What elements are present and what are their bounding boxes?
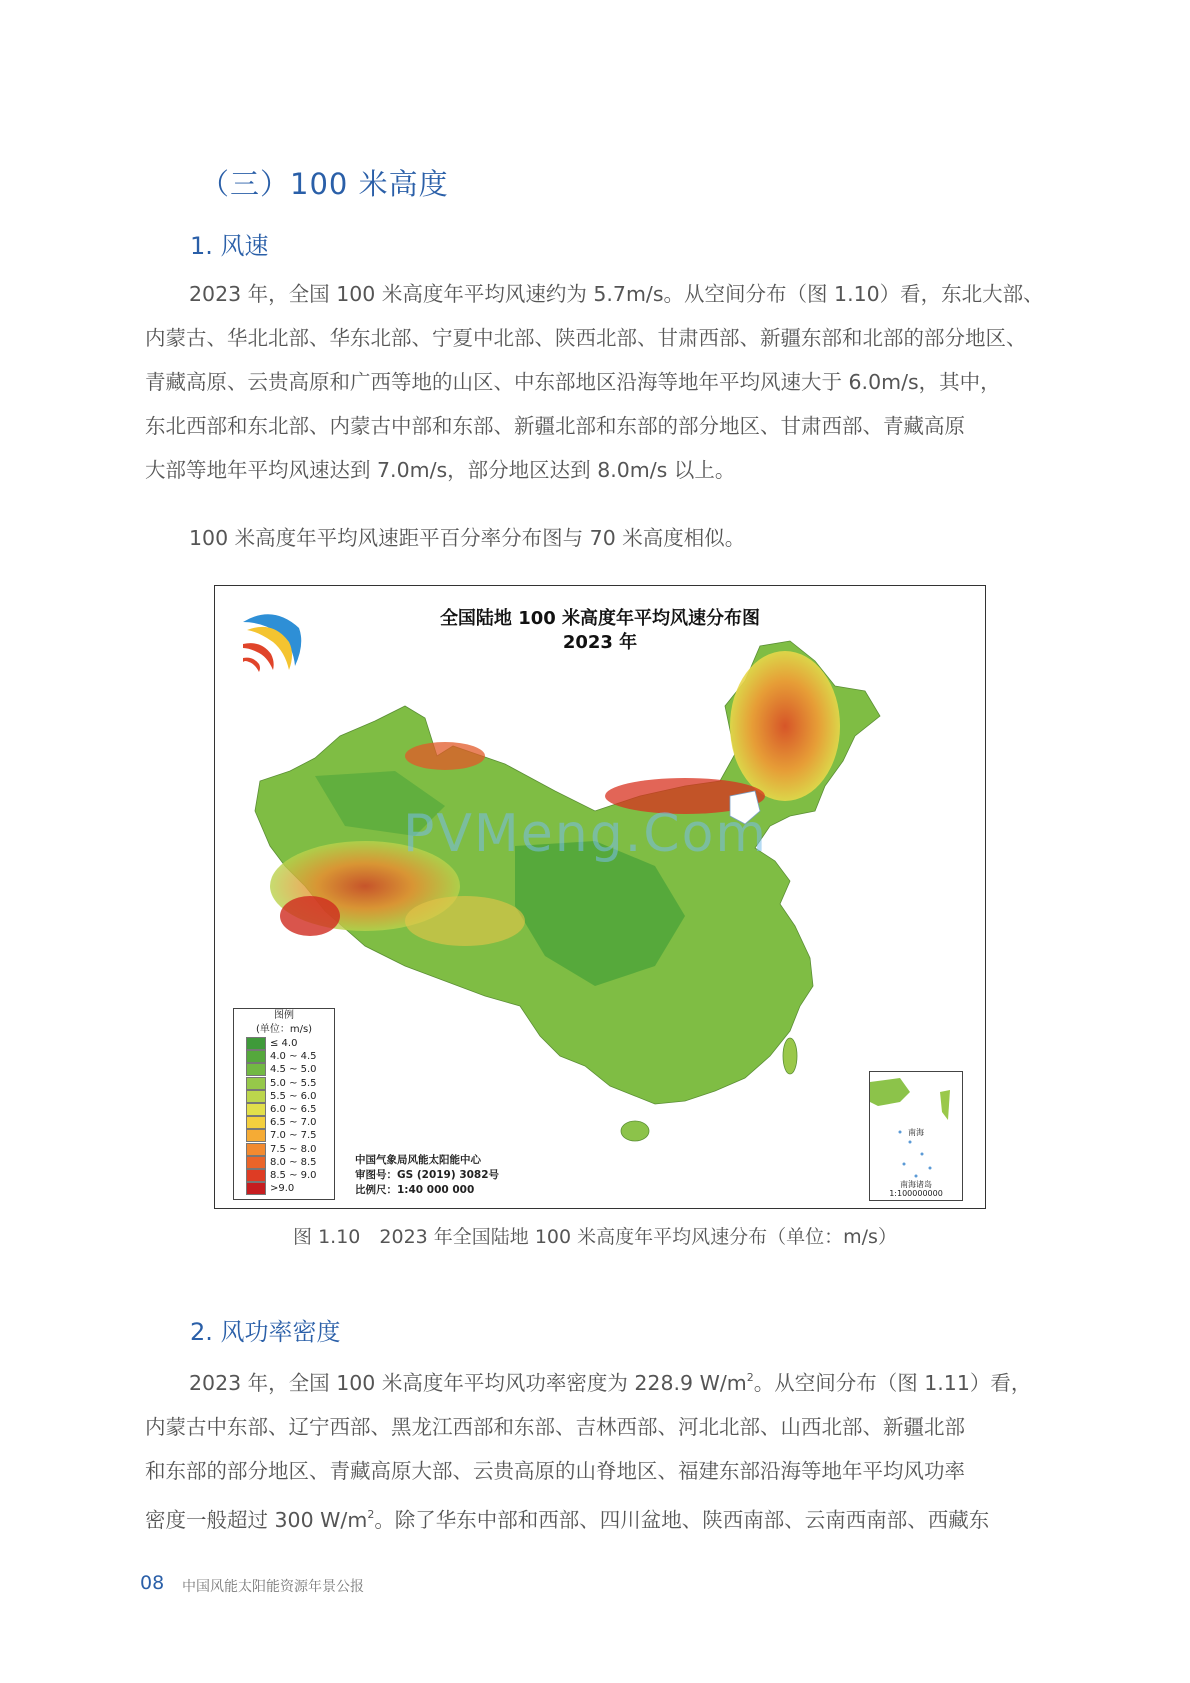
legend-item (234, 1182, 334, 1195)
hainan-island (621, 1121, 649, 1141)
map-legend (233, 1008, 335, 1200)
legend-swatch (246, 1050, 266, 1063)
paragraph-line: 100 米高度年平均风速距平百分率分布图与 70 米高度相似。 (189, 526, 746, 550)
subsection-title-wind-speed: 1. 风速 (190, 232, 269, 260)
paragraph-power-density (145, 1356, 1055, 1542)
legend-swatch (246, 1116, 266, 1129)
figure-wind-speed-map (214, 585, 986, 1209)
legend-swatch (246, 1090, 266, 1103)
legend-swatch (246, 1156, 266, 1169)
credit-scale: 比例尺：1:40 000 000 (355, 1184, 475, 1196)
paragraph-line: 内蒙古、华北北部、华东北部、宁夏中北部、陕西北部、甘肃西部、新疆东部和北部的部分地区、 (145, 326, 1027, 350)
south-china-sea-inset (869, 1071, 963, 1201)
legend-swatch (246, 1077, 266, 1090)
paragraph-anomaly (145, 516, 1055, 560)
paragraph-line: 密度一般超过 300 $W/m^2$。除了华东中部和西部、四川盆地、陕西南部、云南西南部、西藏东 (145, 1508, 990, 1532)
footer-title: 中国风能太阳能资源年景公报 (182, 1579, 364, 1595)
credit-approval: 审图号：GS (2019) 3082号 (355, 1169, 500, 1181)
map-credit (355, 1153, 499, 1198)
legend-label: 4.0 ~ 4.5 (270, 1051, 317, 1063)
legend-item (234, 1037, 334, 1050)
legend-label: 7.5 ~ 8.0 (270, 1143, 317, 1155)
legend-label: 6.0 ~ 6.5 (270, 1104, 317, 1116)
legend-swatch (246, 1129, 266, 1142)
legend-swatch (246, 1182, 266, 1195)
legend-label: 5.5 ~ 6.0 (270, 1090, 317, 1102)
legend-swatch (246, 1169, 266, 1182)
legend-item (234, 1103, 334, 1116)
paragraph-line: 东北西部和东北部、内蒙古中部和东部、新疆北部和东部的部分地区、甘肃西部、青藏高原 (145, 414, 965, 438)
legend-unit: (单位：m/s) (255, 1024, 313, 1035)
legend-label: 8.0 ~ 8.5 (270, 1156, 317, 1168)
legend-item (234, 1063, 334, 1076)
legend-item (234, 1129, 334, 1142)
watermark: PVMeng.Com (403, 804, 769, 864)
legend-item (234, 1077, 334, 1090)
legend-item (234, 1116, 334, 1129)
credit-org: 中国气象局风能太阳能中心 (355, 1154, 481, 1166)
legend-swatch (246, 1103, 266, 1116)
legend-label: 6.5 ~ 7.0 (270, 1117, 317, 1129)
map-year: 2023 年 (562, 632, 638, 653)
inset-label: 南海诸岛 (900, 1180, 932, 1189)
paragraph-line: 2023 年，全国 100 米高度年平均风功率密度为 228.9 $W/m^2$。从空间分布（图 1.11）看， (189, 1371, 1032, 1395)
legend-label: 5.0 ~ 5.5 (270, 1077, 317, 1089)
paragraph-line: 内蒙古中东部、辽宁西部、黑龙江西部和东部、吉林西部、河北北部、山西北部、新疆北部 (145, 1415, 965, 1439)
figure-caption: 图 1.10 2023 年全国陆地 100 米高度年平均风速分布（单位：m/s） (293, 1226, 897, 1248)
paragraph-line: 2023 年，全国 100 米高度年平均风速约为 5.7m/s。从空间分布（图 1.10）看，东北大部、 (189, 282, 1044, 306)
section-title: （三）100 米高度 (200, 167, 449, 201)
page-number: 08 (140, 1572, 165, 1594)
taiwan-island (783, 1038, 797, 1074)
legend-label: ≤ 4.0 (270, 1038, 298, 1050)
legend-swatch (246, 1143, 266, 1156)
legend-swatch (246, 1063, 266, 1076)
legend-item (234, 1143, 334, 1156)
paragraph-line: 大部等地年平均风速达到 7.0m/s，部分地区达到 8.0m/s 以上。 (145, 458, 736, 482)
legend-item (234, 1050, 334, 1063)
paragraph-wind-speed (145, 272, 1055, 492)
legend-swatch (246, 1037, 266, 1050)
paragraph-line: 青藏高原、云贵高原和广西等地的山区、中东部地区沿海等地年平均风速大于 6.0m/s，其中， (145, 370, 1001, 394)
legend-label: 7.0 ~ 7.5 (270, 1130, 317, 1142)
paragraph-line: 和东部的部分地区、青藏高原大部、云贵高原的山脊地区、福建东部沿海等地年平均风功率 (145, 1459, 965, 1483)
legend-label: 8.5 ~ 9.0 (270, 1169, 317, 1181)
legend-title: 图例 (274, 1010, 294, 1021)
inset-scale: 1:100000000 (889, 1189, 943, 1198)
legend-item (234, 1156, 334, 1169)
legend-label: >9.0 (270, 1183, 295, 1195)
inset-sea: 南海 (908, 1128, 924, 1137)
map-title: 全国陆地 100 米高度年平均风速分布图 (439, 608, 761, 629)
legend-item (234, 1169, 334, 1182)
subsection-title-power-density: 2. 风功率密度 (190, 1318, 341, 1346)
legend-label: 4.5 ~ 5.0 (270, 1064, 317, 1076)
legend-item (234, 1090, 334, 1103)
